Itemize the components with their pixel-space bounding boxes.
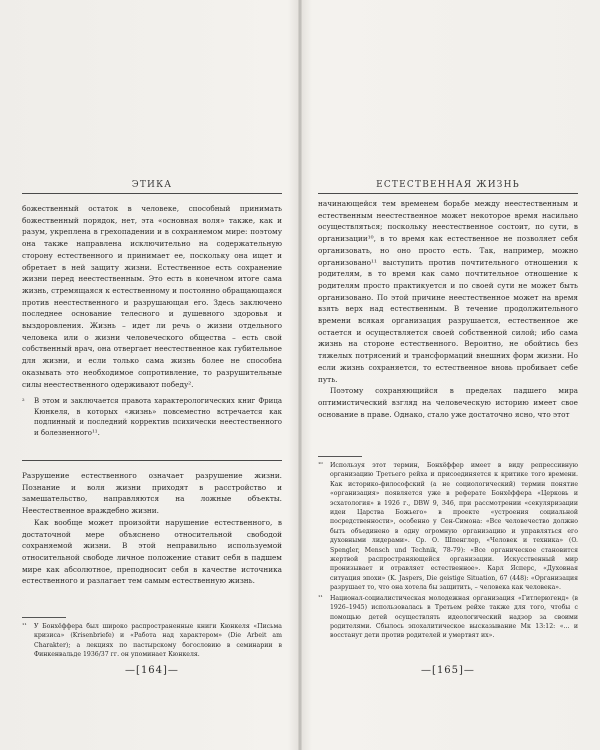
main-text-block — [22, 203, 282, 390]
section-divider — [22, 460, 282, 461]
footnote-text: Используя этот термин, Бонхёффер имеет в виду репрессивную организацию Третьего рейха и присоединяется к критике того времени. Как историко-философский (а не социологический) термин понятие «организация» появляется уже в реферате Бонхёффера «Церковь и эсхатология» в 1926 г., DBW 9, 346, при рассмотрении «секуляризации идеи Царства Божьего» в проекте «устроения социальной посредственности», особенно у Сен-Симона: «Все человечество должно быть объединено в одну огромную организацию и управляться его духовными лидерами». Ср. О. Шпенглер, «Человек и техника» (O. Spengler, Mensch und Technik, 78-79): «Все органическое становится жертвой распространяющейся организации. Искусственный мир пронизывает и отравляет естественное». Карл Ясперс, «Духовная ситуация эпохи» (K. Jaspers, Die geistige Situation, 67 (448): «Организация разрушает то, что она хотела бы защитить, – человека как человека». — [330, 462, 578, 592]
footnote-number: ¹¹ — [318, 594, 323, 601]
running-header: ЭТИКА — [131, 180, 173, 190]
footnote — [318, 594, 578, 641]
footnotes — [318, 461, 578, 642]
footnote-rule — [318, 456, 362, 457]
header-rule — [22, 193, 282, 194]
paragraph: начинающейся тем временем борьбе между неестественным и естественным неестественное может некоторое время насильно осуществляться; поскольку неестественное состоит, по сути, в организации¹⁰, в то время как естественное не позволяет себя организовать, но оно просто есть. Так, например, можно организовано¹¹ выступить против почтительного отношения к родителям, в то время как само почтительное отношение к родителям просто практикуется и по своей сути не может быть организовано. По этой причине неестественное может на время взять верх над естественным. В течение продолжительного времени всякая организация разрушается, естественное же остается и осуществляется своей собственной силой; ибо сама жизнь на стороне естественного. Вероятно, не обойтись без тяжелых потрясений и трансформаций внешних форм жизни. Но если жизнь сохраняется, то естественное вновь пробивает себе путь. — [318, 199, 578, 384]
footnote-number: ¹¹ — [22, 623, 27, 629]
inset-note-number: ² — [22, 397, 25, 405]
footnote — [22, 622, 282, 660]
right-page — [318, 0, 578, 750]
paragraph: Поэтому сохраняющийся в пределах падшего мира оптимистический взгляд на человеческую историю имеет свое основание в праве. Однако, стало уже достаточно ясно, что этот — [318, 386, 578, 419]
left-page — [22, 0, 282, 750]
page-number: —[165]— — [421, 665, 475, 676]
footnote-text: Национал-социалистическая молодежная организация «Гитлерюгенд» (в 1926–1945) использовалась в Третьем рейхе также для того, чтобы с помощью детей осуществлять идеологический надзор за своими родителями. Сбылось эпохалитическое высказывание Мк 13:12: «... и восстанут дети против родителей и умертвят их». — [330, 594, 578, 640]
running-header: ЕСТЕСТВЕННАЯ ЖИЗНЬ — [376, 180, 520, 190]
main-text-block — [22, 470, 282, 587]
footnotes — [22, 622, 282, 661]
header-rule — [318, 193, 578, 194]
page-number: —[164]— — [125, 665, 179, 676]
footnote-rule — [22, 617, 66, 618]
paragraph: божественный остаток в человеке, способный принимать божественный порядок, нет, эта «основная воля» также, как и разум, укреплена в грехопадении и в сохраняемом мире: поэтому она также направлена исключительно на содержательную сторону естественного и принимает ее, поскольку она ищет и обретает в ней защиту жизни. Естественное есть сохранение жизни перед неестественным. Это есть в конечном итоге сама жизнь, стремящаяся к естественному и постоянно обращающаяся против неестественного и разрушающая его. Здесь заключено последнее основание телесного и душевного здоровья и выздоровления. Жизнь – идет ли речь о жизни отдельного человека или о жизни человеческого общества – есть свой собственный врач, она отвергает неестественное как губительное для жизни, и если только сама жизнь более не способна оказывать это необходимое сопротивление, то разрушительные силы неестественного одерживают победу². — [22, 204, 282, 389]
footnote — [318, 461, 578, 593]
inset-note — [22, 396, 282, 438]
footnote-text: У Бонхёффера был широко распространенные книги Кюнкеля «Письма кризиса» (Krisenbriefe) и «Работа над характером» (Die Arbeit am Charakter); а лекциях по пастырскому богословию в семинарии в Финкенвальде 1936/37 гг. он упоминает Кюнкеля. — [34, 623, 282, 659]
inset-note-text: В этом и заключается правота характерологических книг Фрица Кюнкеля, в которых «жизнь» повсеместно встречается как подлинный и последний корректив психически неестественного и болезненного¹¹. — [34, 397, 282, 437]
footnote-number: ¹⁰ — [318, 462, 323, 468]
main-text-block — [318, 198, 578, 420]
paragraph: Как вообще может произойти нарушение естественного, в достаточной мере объяснено относительной свободой сохраняемой жизни. В этой неправильно используемой относительной свободе личное положение ставит себя в падшем мире как абсолютное, преподносит себя в качестве источника естественного и разлагает тем самым естественную жизнь. — [22, 517, 282, 586]
paragraph: Разрушение естественного означает разрушение жизни. Познание и воля жизни приходят в расстройство и замешательство, направляются на ложные объекты. Неестественное враждебно жизни. — [22, 471, 282, 516]
book-spine — [298, 0, 302, 750]
